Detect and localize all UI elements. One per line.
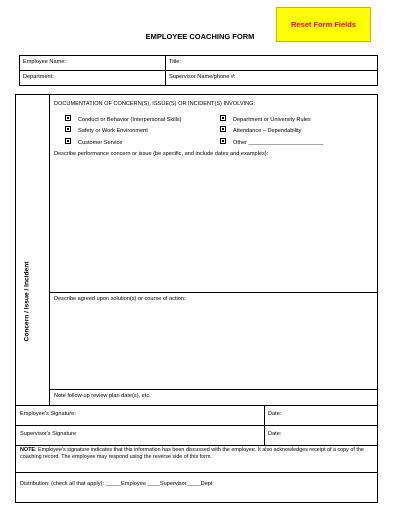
- signature-note: NOTE: Employee's signature indicates that this information has been discussed with the employee. It also acknowledges receipt of a copy of the coaching record. The employee may respond using the reverse side of this form.: [20, 447, 364, 461]
- supervisor-signature-date-field[interactable]: Date:: [268, 431, 282, 437]
- follow-up-field[interactable]: Note follow-up review plan date(s), etc.: [54, 393, 151, 399]
- distribution-field[interactable]: Distribution: (check all that apply): _____Employee ____Supervisor ____Dept: [20, 481, 213, 487]
- reset-form-button[interactable]: Reset Form Fields: [276, 7, 371, 42]
- employee-name-field[interactable]: Employee Name:: [23, 59, 66, 65]
- divider: [15, 472, 378, 473]
- concern-heading: DOCUMENTATION OF CONCERN(S), ISSUE(S) OR INCIDENT(S) INVOLVING:: [54, 101, 256, 107]
- solution-field[interactable]: [52, 304, 374, 386]
- divider: [15, 425, 378, 426]
- describe-concern-label: Describe performance concern or issue (be specific, and include dates and examples):: [54, 151, 269, 157]
- checkbox-department-rules[interactable]: [220, 115, 226, 121]
- checkbox-label: Safety or Work Environment: [78, 128, 148, 134]
- checkbox-other[interactable]: [220, 138, 226, 144]
- divider: [49, 292, 378, 293]
- divider: [15, 445, 378, 446]
- checkbox-customer-service[interactable]: [65, 138, 71, 144]
- divider: [165, 55, 166, 86]
- divider: [15, 405, 378, 406]
- checkbox-attendance[interactable]: [220, 126, 226, 132]
- department-field[interactable]: Department:: [23, 74, 54, 80]
- checkbox-label: Department or University Rules: [233, 117, 311, 123]
- form-title: EMPLOYEE COACHING FORM: [145, 32, 255, 41]
- divider: [49, 389, 378, 390]
- checkbox-label: Other ________________________: [233, 140, 324, 146]
- employee-signature-field[interactable]: Employee's Signature:: [20, 411, 76, 417]
- divider: [19, 70, 378, 71]
- checkbox-label: Attendance – Dependability: [233, 128, 302, 134]
- checkbox-conduct[interactable]: [65, 115, 71, 121]
- employee-signature-date-field[interactable]: Date:: [268, 411, 282, 417]
- solution-label: Describe agreed upon solution(s) or course of action:: [54, 296, 186, 302]
- title-field[interactable]: Title:: [169, 59, 181, 65]
- supervisor-signature-field[interactable]: Supervisor's Signature: [20, 431, 77, 437]
- divider: [49, 94, 50, 405]
- checkbox-label: Customer Service: [78, 140, 123, 146]
- supervisor-field[interactable]: Supervisor Name/phone #:: [169, 74, 236, 80]
- concern-side-label: Concern / Issue / Incident: [23, 261, 31, 341]
- checkbox-label: Conduct or Behavior (Interpersonal Skills): [78, 117, 182, 123]
- checkbox-safety[interactable]: [65, 126, 71, 132]
- describe-concern-field[interactable]: [52, 159, 374, 289]
